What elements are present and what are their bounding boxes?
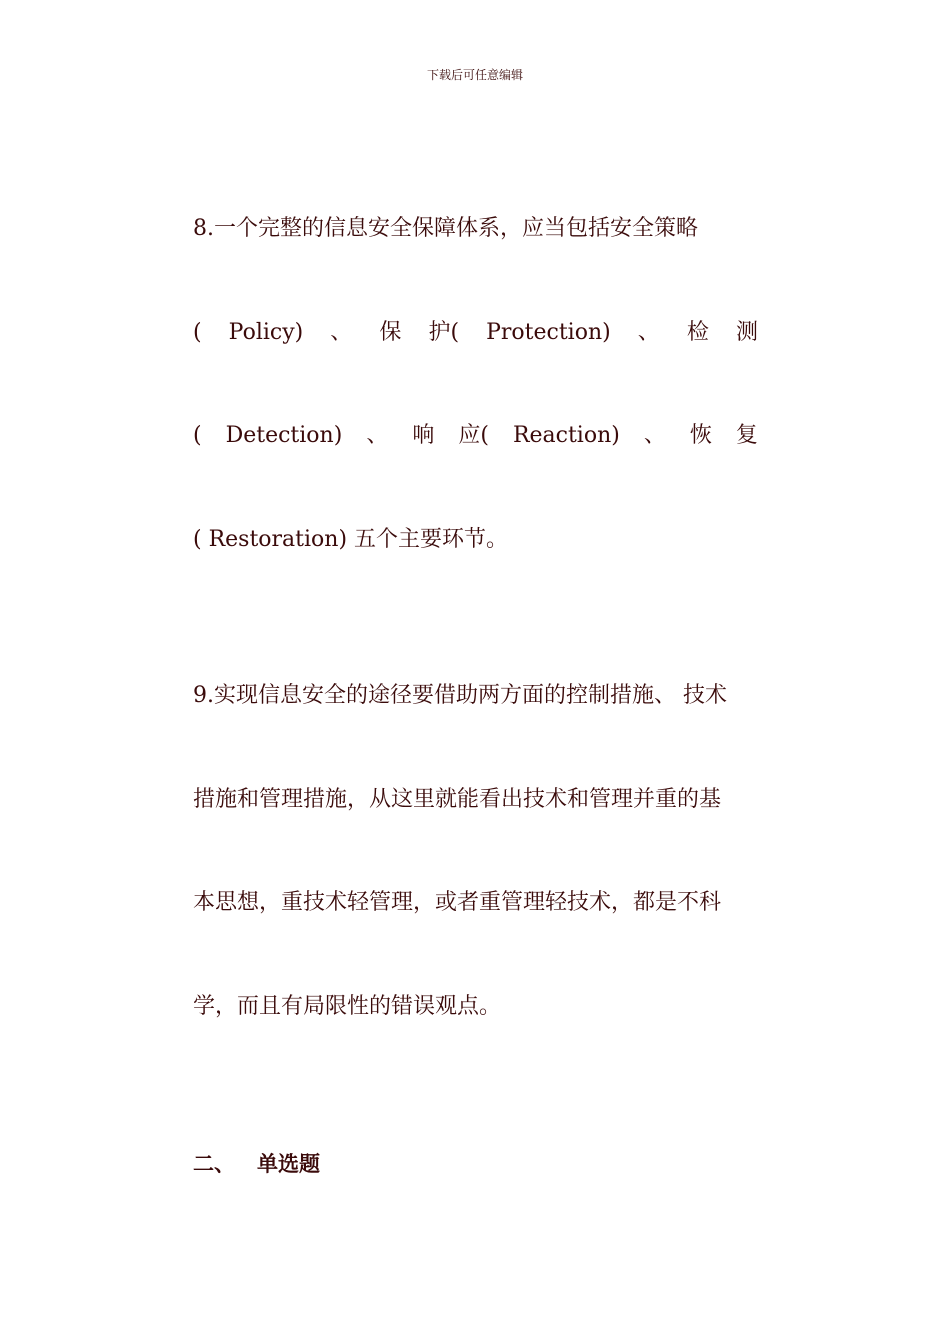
p8-l2-word: 保 [379,320,402,345]
p8-l2-word: 护( [428,320,460,345]
paragraph-9-line-2: 措施和管理措施，从这里就能看出技术和管理并重的基 [193,787,722,812]
paragraph-9-line-1: 9.实现信息安全的途径要借助两方面的控制措施、 技术 [193,683,727,708]
p8-l2-word: 检 [686,320,709,345]
section-heading [193,1148,320,1178]
paragraph-8-line-3 [193,421,758,451]
p8-l2-word: Policy) [228,320,304,345]
section-title: 单选题 [257,1152,320,1176]
section-number: 二、 [193,1152,235,1176]
p8-l3-word: 、 [366,423,389,448]
p8-l3-word: 、 [643,423,666,448]
paragraph-8-line-2 [193,318,758,348]
p8-l3-word: Reaction) [512,423,620,448]
p8-l3-word: 响 [412,423,435,448]
p8-l2-word: 、 [637,320,660,345]
paragraph-8-line-1: 8.一个完整的信息安全保障体系，应当包括安全策略 [193,216,698,241]
p8-l3-word: 应( [458,423,489,448]
paragraph-8-line-4: ( Restoration) 五个主要环节。 [193,527,509,552]
p8-l2-word: ( [193,320,202,345]
paragraph-9-line-4: 学，而且有局限性的错误观点。 [193,994,502,1019]
p8-l3-word: ( [193,423,202,448]
p8-l2-word: 、 [330,320,353,345]
p8-l3-word: 恢 [689,423,712,448]
p8-l3-word: 复 [735,423,758,448]
page-header: 下载后可任意编辑 [426,68,523,82]
p8-l2-word: 测 [735,320,758,345]
p8-l3-word: Detection) [225,423,343,448]
p8-l2-word: Protection) [486,320,611,345]
paragraph-9-line-3: 本思想，重技术轻管理，或者重管理轻技术，都是不科 [193,890,722,915]
